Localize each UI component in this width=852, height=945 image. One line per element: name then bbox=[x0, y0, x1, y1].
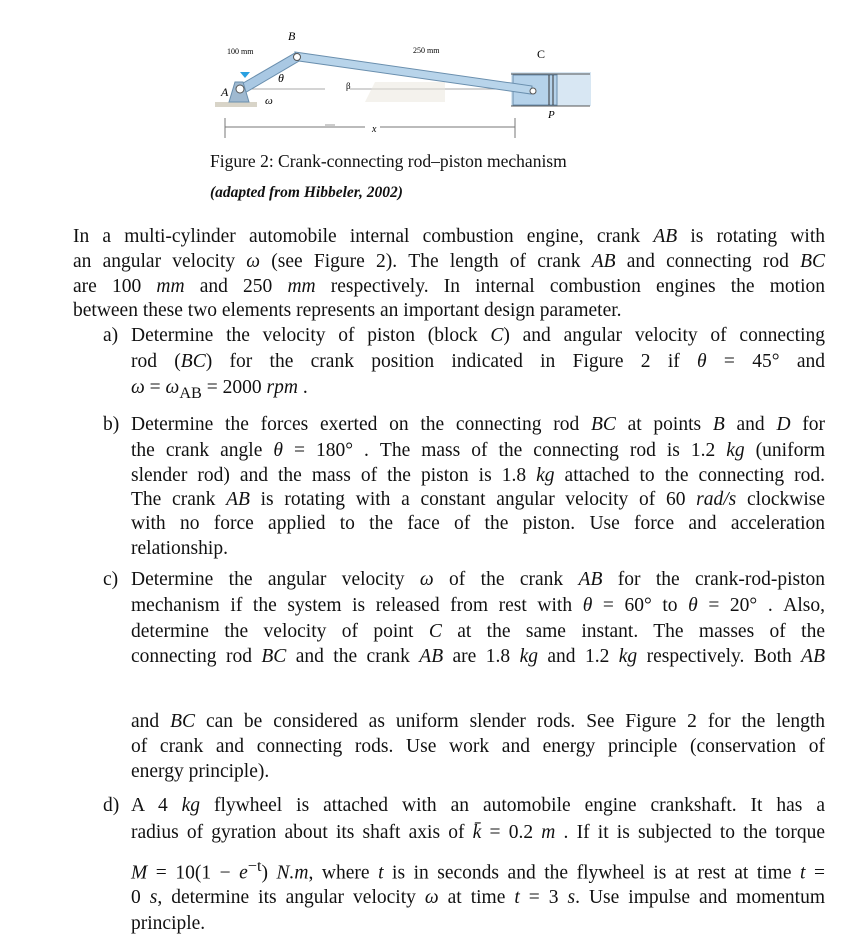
question-b-line: Determine the forces exerted on the connecting rod BC at points B and D for bbox=[131, 414, 826, 435]
question-marker: d) bbox=[103, 795, 120, 816]
intro-line: are 100 mm and 250 mm respectively. In internal combustion engines the motion bbox=[73, 276, 825, 297]
label-100mm: 100 mm bbox=[227, 47, 254, 56]
label-c: C bbox=[537, 47, 546, 61]
question-b-line: slender rod) and the mass of the piston is 1.8 kg attached to the connecting rod. bbox=[131, 465, 825, 486]
question-d-line: principle. bbox=[131, 913, 206, 934]
question-d-line: radius of gyration about its shaft axis of k̄ = 0.2 m . If it is subjected to the torque bbox=[131, 822, 825, 843]
label-a: A bbox=[221, 85, 229, 99]
question-d-line: $M = 10(1 - e^{-t})$ N.m, where t is in seconds and the flywheel is at rest at time t = bbox=[131, 857, 825, 884]
label-theta: θ bbox=[278, 71, 284, 85]
question-a-line: $\omega = \omega_{AB} = 2000$ rpm . bbox=[131, 377, 308, 402]
figure-caption: Figure 2: Crank-connecting rod–piston mechanism bbox=[210, 151, 567, 171]
intro-line: an angular velocity ω (see Figure 2). The length of crank AB and connecting rod BC bbox=[73, 251, 825, 272]
question-c-line: of crank and connecting rods. Use work and energy principle (conservation of bbox=[131, 736, 825, 757]
label-omega: ω bbox=[265, 95, 273, 107]
figure-source: (adapted from Hibbeler, 2002) bbox=[210, 184, 403, 201]
label-p: P bbox=[548, 109, 555, 121]
label-b: B bbox=[288, 29, 296, 43]
question-c-line: Determine the angular velocity ω of the crank AB for the crank-rod-piston bbox=[131, 569, 825, 590]
question-b-line: with no force applied to the face of the piston. Use force and acceleration bbox=[131, 513, 825, 534]
label-x: x bbox=[372, 124, 377, 135]
intro-line: between these two elements represents an important design parameter. bbox=[73, 300, 622, 321]
label-beta: β bbox=[346, 81, 351, 91]
question-b-line: the crank angle θ = 180° . The mass of the connecting rod is 1.2 kg (uniform bbox=[131, 440, 825, 461]
question-c-line: determine the velocity of point C at the same instant. The masses of the bbox=[131, 621, 825, 642]
question-b-line: relationship. bbox=[131, 538, 228, 559]
question-marker: b) bbox=[103, 414, 120, 435]
question-b-line: The crank AB is rotating with a constant angular velocity of 60 rad/s clockwise bbox=[131, 489, 825, 510]
question-a-line: rod (BC) for the crank position indicated in Figure 2 if θ = 45° and bbox=[131, 351, 825, 372]
question-c-line: connecting rod BC and the crank AB are 1.8 kg and 1.2 kg respectively. Both AB bbox=[131, 646, 825, 667]
label-250mm: 250 mm bbox=[413, 46, 440, 55]
question-d-line: 0 s, determine its angular velocity ω at time t = 3 s. Use impulse and momentum bbox=[131, 887, 826, 908]
question-c-line: energy principle). bbox=[131, 761, 270, 782]
question-c-line: and BC can be considered as uniform slender rods. See Figure 2 for the length bbox=[131, 711, 825, 732]
question-d-line: A 4 kg flywheel is attached with an automobile engine crankshaft. It has a bbox=[131, 795, 825, 816]
intro-line: In a multi-cylinder automobile internal combustion engine, crank AB is rotating with bbox=[73, 226, 825, 247]
crank-mechanism-figure bbox=[215, 20, 595, 140]
question-marker: c) bbox=[103, 569, 119, 590]
question-a-line: Determine the velocity of piston (block C) and angular velocity of connecting bbox=[131, 325, 825, 346]
question-marker: a) bbox=[103, 325, 119, 346]
question-c-line: mechanism if the system is released from rest with θ = 60° to θ = 20° . Also, bbox=[131, 595, 826, 616]
